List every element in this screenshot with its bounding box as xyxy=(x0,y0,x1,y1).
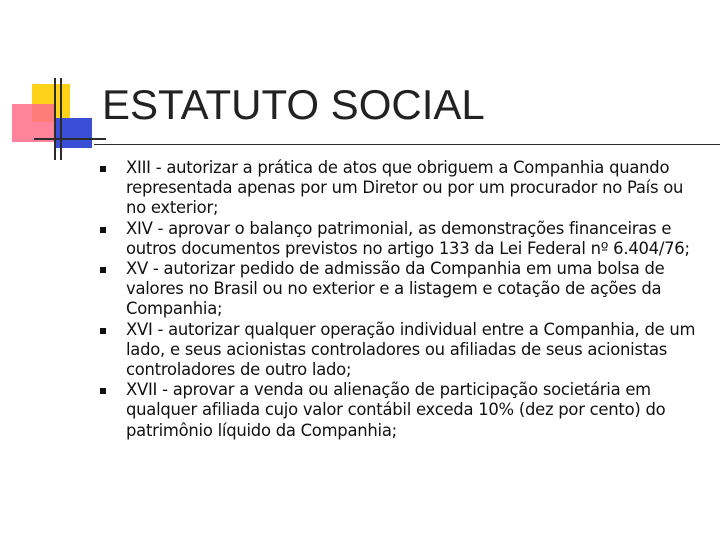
logo-vertical-line xyxy=(60,78,62,160)
bullet-item xyxy=(98,320,698,381)
slide-title: ESTATUTO SOCIAL xyxy=(102,81,485,128)
square-bullet-icon xyxy=(100,328,106,334)
bullet-text: XIII - autorizar a prática de atos que obriguem a Companhia quando representada apenas por um Diretor ou por um procurador no País ou no exterior; xyxy=(126,158,684,218)
logo-pink-square xyxy=(12,104,56,142)
square-bullet-icon xyxy=(100,388,106,394)
bullet-item xyxy=(98,380,698,441)
bullet-text: XV - autorizar pedido de admissão da Companhia em uma bolsa de valores no Brasil ou no exterior e a listagem e cotação de ações da Companhia; xyxy=(126,259,665,319)
square-bullet-icon xyxy=(100,227,106,233)
bullet-text: XVII - aprovar a venda ou alienação de participação societária em qualquer afiliada cujo valor contábil exceda 10% (dez por cento) do patrimônio líquido da Companhia; xyxy=(126,380,666,440)
bullet-text: XVI - autorizar qualquer operação individual entre a Companhia, de um lado, e seus acionistas controladores ou afiliadas de seus acionistas controladores de outro lado; xyxy=(126,319,696,380)
bullet-item xyxy=(98,158,698,219)
square-bullet-icon xyxy=(100,166,106,172)
bullet-item xyxy=(98,219,698,259)
logo-vertical-line xyxy=(54,78,56,160)
bullet-item xyxy=(98,259,698,320)
title-underline xyxy=(94,144,720,145)
logo-horizontal-line xyxy=(34,138,106,140)
square-bullet-icon xyxy=(100,267,106,273)
bullet-list xyxy=(98,158,698,441)
bullet-text: XIV - aprovar o balanço patrimonial, as demonstrações financeiras e outros documentos previstos no artigo 133 da Lei Federal nº 6.404/76; xyxy=(126,218,690,258)
